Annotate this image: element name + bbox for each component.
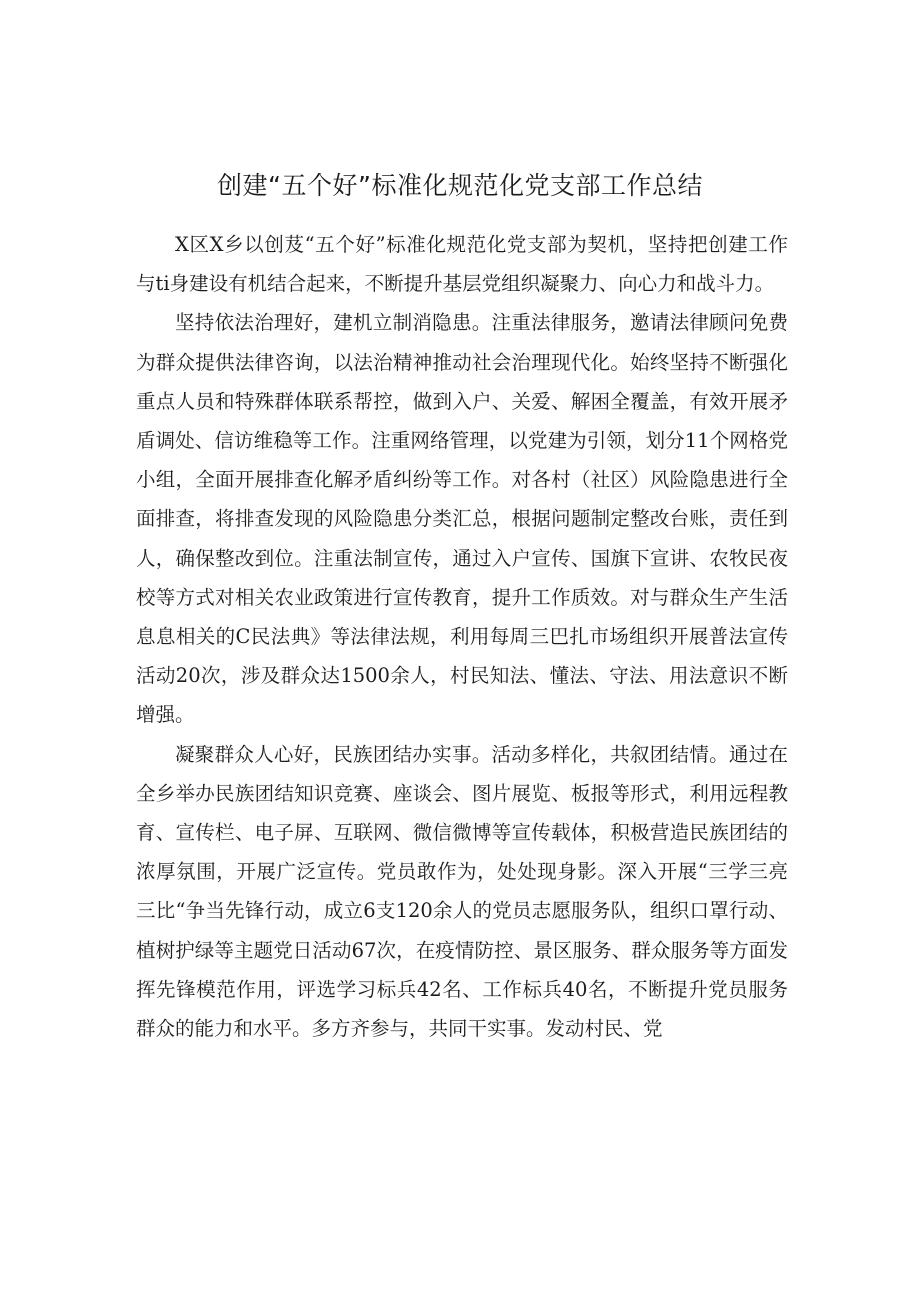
document-body <box>136 225 788 1048</box>
paragraph-rule-of-law: 坚持依法治理好，建机立制消隐患。注重法律服务，邀请法律顾问免费为群众提供法律咨询，以法治精神推动社会治理现代化。始终坚持不断强化重点人员和特殊群体联系帮控，做到入户、关爱、解困全覆盖，有效开展矛盾调处、信访维稳等工作。注重网络管理，以党建为引领，划分11个网格党小组，全面开展排查化解矛盾纠纷等工作。对各村（社区）风险隐患进行全面排查，将排查发现的风险隐患分类汇总，根据问题制定整改台账，责任到人，确保整改到位。注重法制宣传，通过入户宣传、国旗下宣讲、农牧民夜校等方式对相关农业政策进行宣传教育，提升工作质效。对与群众生产生活息息相关的C民法典》等法律法规，利用每周三巴扎市场组织开展普法宣传活动20次，涉及群众达1500余人，村民知法、懂法、守法、用法意识不断增强。 <box>136 311 788 727</box>
document-title: 创建“五个好”标准化规范化党支部工作总结 <box>217 171 703 200</box>
paragraph-intro: X区X乡以创芨“五个好”标准化规范化党支部为契机，坚持把创建工作与ti身建设有机结合起来，不断提升基层党组织凝聚力、向心力和战斗力。 <box>136 233 788 296</box>
paragraph-ethnic-unity: 凝聚群众人心好，民族团结办实事。活动多样化，共叙团结情。通过在全乡举办民族团结知识竞赛、座谈会、图片展览、板报等形式，利用远程教育、宣传栏、电子屏、互联网、微信微博等宣传载体，积极营造民族团结的浓厚氛围，开展广泛宣传。党员敢作为，处处现身影。深入开展“三学三亮三比“争当先锋行动，成立6支120余人的党员志愿服务队，组织口罩行动、植树护绿等主题党日活动67次，在疫情防控、景区服务、群众服务等方面发挥先锋模范作用，评选学习标兵42名、工作标兵40名，不断提升党员服务群众的能力和水平。多方齐参与，共同干实事。发动村民、党 <box>136 742 788 1041</box>
